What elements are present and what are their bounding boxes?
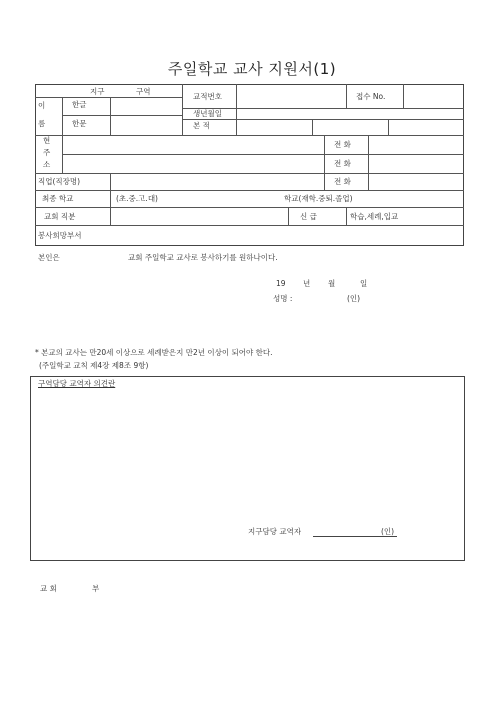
faith-label: 신 급 — [300, 212, 317, 221]
row-divider — [35, 225, 464, 226]
row-divider — [62, 154, 464, 155]
seal-mark: (인) — [347, 294, 361, 303]
receipt-no-label: 접수 No. — [356, 92, 386, 101]
row-divider — [62, 115, 182, 116]
phone-label-2: 전 화 — [334, 159, 351, 168]
row-divider — [35, 97, 182, 98]
date-month: 월 — [328, 279, 336, 288]
address-label-1: 현 — [43, 136, 51, 145]
col-divider — [110, 97, 111, 135]
opinion-title: 구역담당 교역자 의견란 — [38, 379, 116, 388]
teacher-no-label: 교적번호 — [193, 92, 222, 101]
col-divider — [403, 84, 404, 108]
row-divider — [35, 207, 464, 208]
address-label-3: 소 — [43, 160, 51, 169]
row-divider — [182, 119, 464, 120]
col-divider — [324, 135, 325, 190]
date-century: 19 — [276, 279, 286, 288]
education-label: 최종 학교 — [42, 194, 74, 203]
hometown-label: 본 적 — [193, 121, 210, 130]
pledge-text: 교회 주일학교 교사로 봉사하기를 원하나이다. — [128, 253, 278, 262]
row-divider — [35, 135, 464, 136]
opinion-seal: (인) — [381, 527, 395, 536]
address-label-2: 주 — [43, 148, 51, 157]
name-hanja-label: 한문 — [72, 119, 87, 128]
col-divider — [312, 119, 313, 135]
signature-line — [313, 536, 397, 537]
zone-label: 구역 — [136, 87, 151, 96]
birthdate-label: 생년월일 — [193, 109, 222, 118]
pledge-self: 본인은 — [38, 253, 60, 262]
footer-church: 교 회 — [40, 584, 57, 593]
sign-name-label: 성명 : — [273, 294, 293, 303]
row-divider — [35, 190, 464, 191]
col-divider — [288, 207, 289, 225]
eligibility-note: * 본교의 교사는 만20세 이상으로 세례받은지 만2년 이상이 되어야 한다. — [35, 348, 273, 357]
col-divider — [388, 119, 389, 135]
col-divider — [368, 135, 369, 190]
church-role-label: 교회 직분 — [44, 212, 76, 221]
phone-label-1: 전 화 — [334, 140, 351, 149]
faith-options: 학습,세례,입교 — [350, 212, 399, 221]
job-label: 직업(직장명) — [38, 177, 81, 186]
col-divider — [346, 84, 347, 108]
col-divider — [62, 97, 63, 173]
col-divider — [182, 84, 183, 135]
opinion-signer: 지구담당 교역자 — [248, 527, 302, 536]
district-label: 지구 — [90, 87, 105, 96]
row-divider — [35, 173, 464, 174]
phone-label-3: 전 화 — [334, 177, 351, 186]
name-label: 이 — [38, 101, 46, 110]
col-divider — [236, 84, 237, 135]
education-options: (초.중.고.대) — [116, 194, 158, 203]
service-dept-label: 봉사희망부서 — [38, 231, 82, 240]
eligibility-rule-ref: (주일학교 교칙 제4장 제8조 9항) — [39, 361, 149, 370]
col-divider — [110, 173, 111, 225]
name-label-2: 름 — [38, 119, 46, 128]
date-day: 일 — [360, 279, 368, 288]
date-year: 년 — [303, 279, 311, 288]
row-divider — [182, 108, 464, 109]
footer-dept: 부 — [92, 584, 100, 593]
col-divider — [346, 207, 347, 225]
education-status: 학교(재학.중퇴.졸업) — [284, 194, 353, 203]
name-kr-label: 한글 — [72, 100, 87, 109]
page-title: 주일학교 교사 지원서(1) — [167, 60, 337, 78]
